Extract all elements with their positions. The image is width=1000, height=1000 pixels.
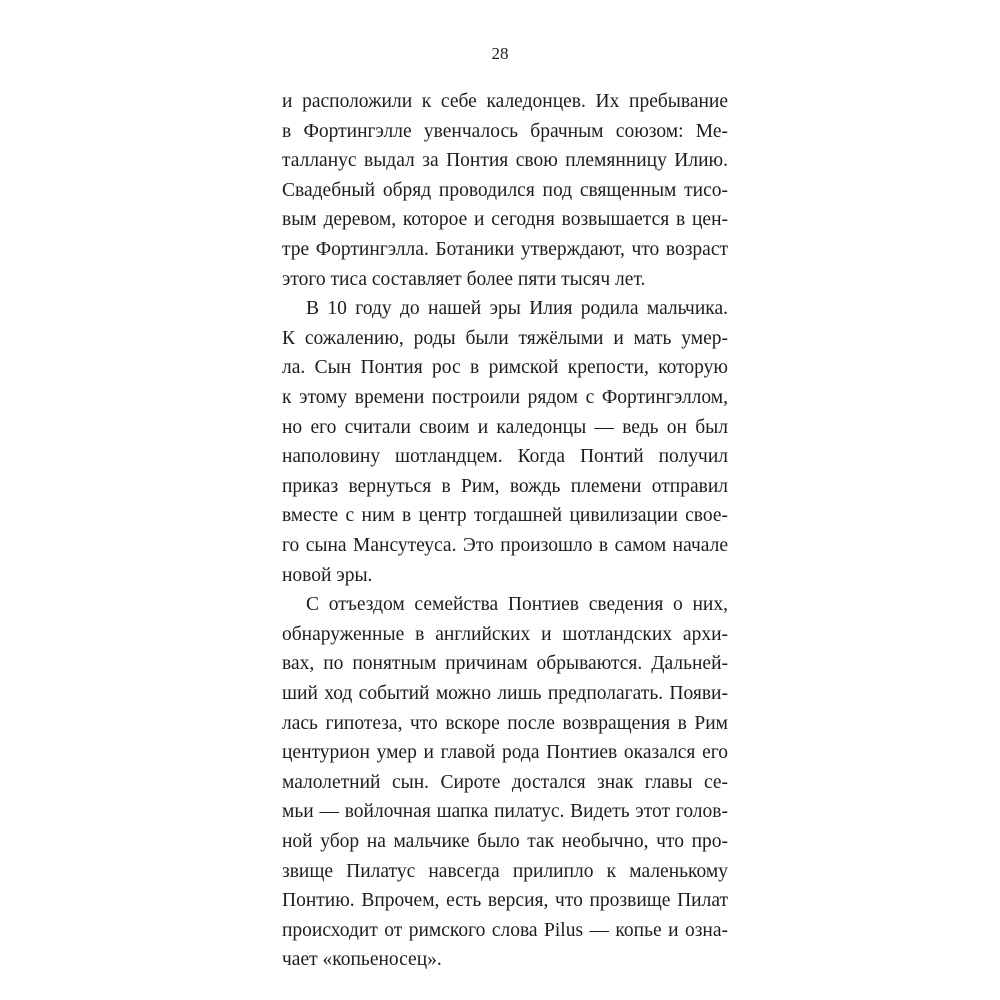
text-line: мьи — войлочная шапка пилатус. Видеть этот голов-	[282, 801, 728, 823]
text-line: этого тиса составляет более пяти тысяч лет.	[282, 268, 646, 290]
text-line: к этому времени построили рядом с Фортингэллом,	[282, 387, 728, 408]
text-line: го сына Мансутеуса. Это произошло в самом начале	[282, 535, 728, 556]
text-line: талланус выдал за Понтия свою племянницу Илию.	[282, 150, 728, 172]
text-line: Свадебный обряд проводился под священным тисо-	[282, 179, 728, 201]
text-line: но его считали своим и каледонцы — ведь он был	[282, 416, 728, 438]
paragraph-start-line: С отъездом семейства Понтиев сведения о них,	[306, 594, 728, 616]
text-line: новой эры.	[282, 564, 373, 586]
text-line: лась гипотеза, что вскоре после возвращения в Рим	[282, 712, 728, 734]
text-line: чает «копьеносец».	[282, 949, 442, 971]
text-line: К сожалению, роды были тяжёлыми и мать умер-	[282, 327, 728, 349]
text-line: ший ход событий можно лишь предполагать. Появи-	[282, 683, 728, 704]
text-line: Понтию. Впрочем, есть версия, что прозвище Пилат	[282, 890, 728, 912]
text-line: в Фортингэлле увенчалось брачным союзом: Ме-	[282, 120, 728, 142]
text-line: тре Фортингэлла. Ботаники утверждают, что возраст	[282, 239, 728, 260]
page-number: 28	[491, 44, 509, 63]
text-line: звище Пилатус навсегда прилипло к маленькому	[282, 860, 728, 882]
text-line: ла. Сын Понтия рос в римской крепости, которую	[282, 357, 728, 379]
text-line: ной убор на мальчике было так необычно, что про-	[282, 831, 728, 852]
paragraph-start-line: В 10 году до нашей эры Илия родила мальчика.	[306, 298, 728, 320]
text-line: вым деревом, которое и сегодня возвышается в цен-	[282, 209, 728, 231]
text-line: малолетний сын. Сироте достался знак главы се-	[282, 771, 728, 793]
text-line: обнаруженные в английских и шотландских архи-	[282, 623, 728, 645]
text-line: наполовину шотландцем. Когда Понтий получил	[282, 446, 728, 468]
text-line: вах, по понятным причинам обрываются. Дальней-	[282, 653, 728, 675]
text-line: приказ вернуться в Рим, вождь племени отправил	[282, 475, 728, 497]
text-line: происходит от римского слова Pilus — копье и озна-	[282, 919, 728, 941]
text-line: вместе с ним в центр тогдашней цивилизации свое-	[282, 505, 728, 527]
text-line: и расположили к себе каледонцев. Их пребывание	[282, 91, 728, 112]
text-line: центурион умер и главой рода Понтиев оказался его	[282, 742, 728, 764]
